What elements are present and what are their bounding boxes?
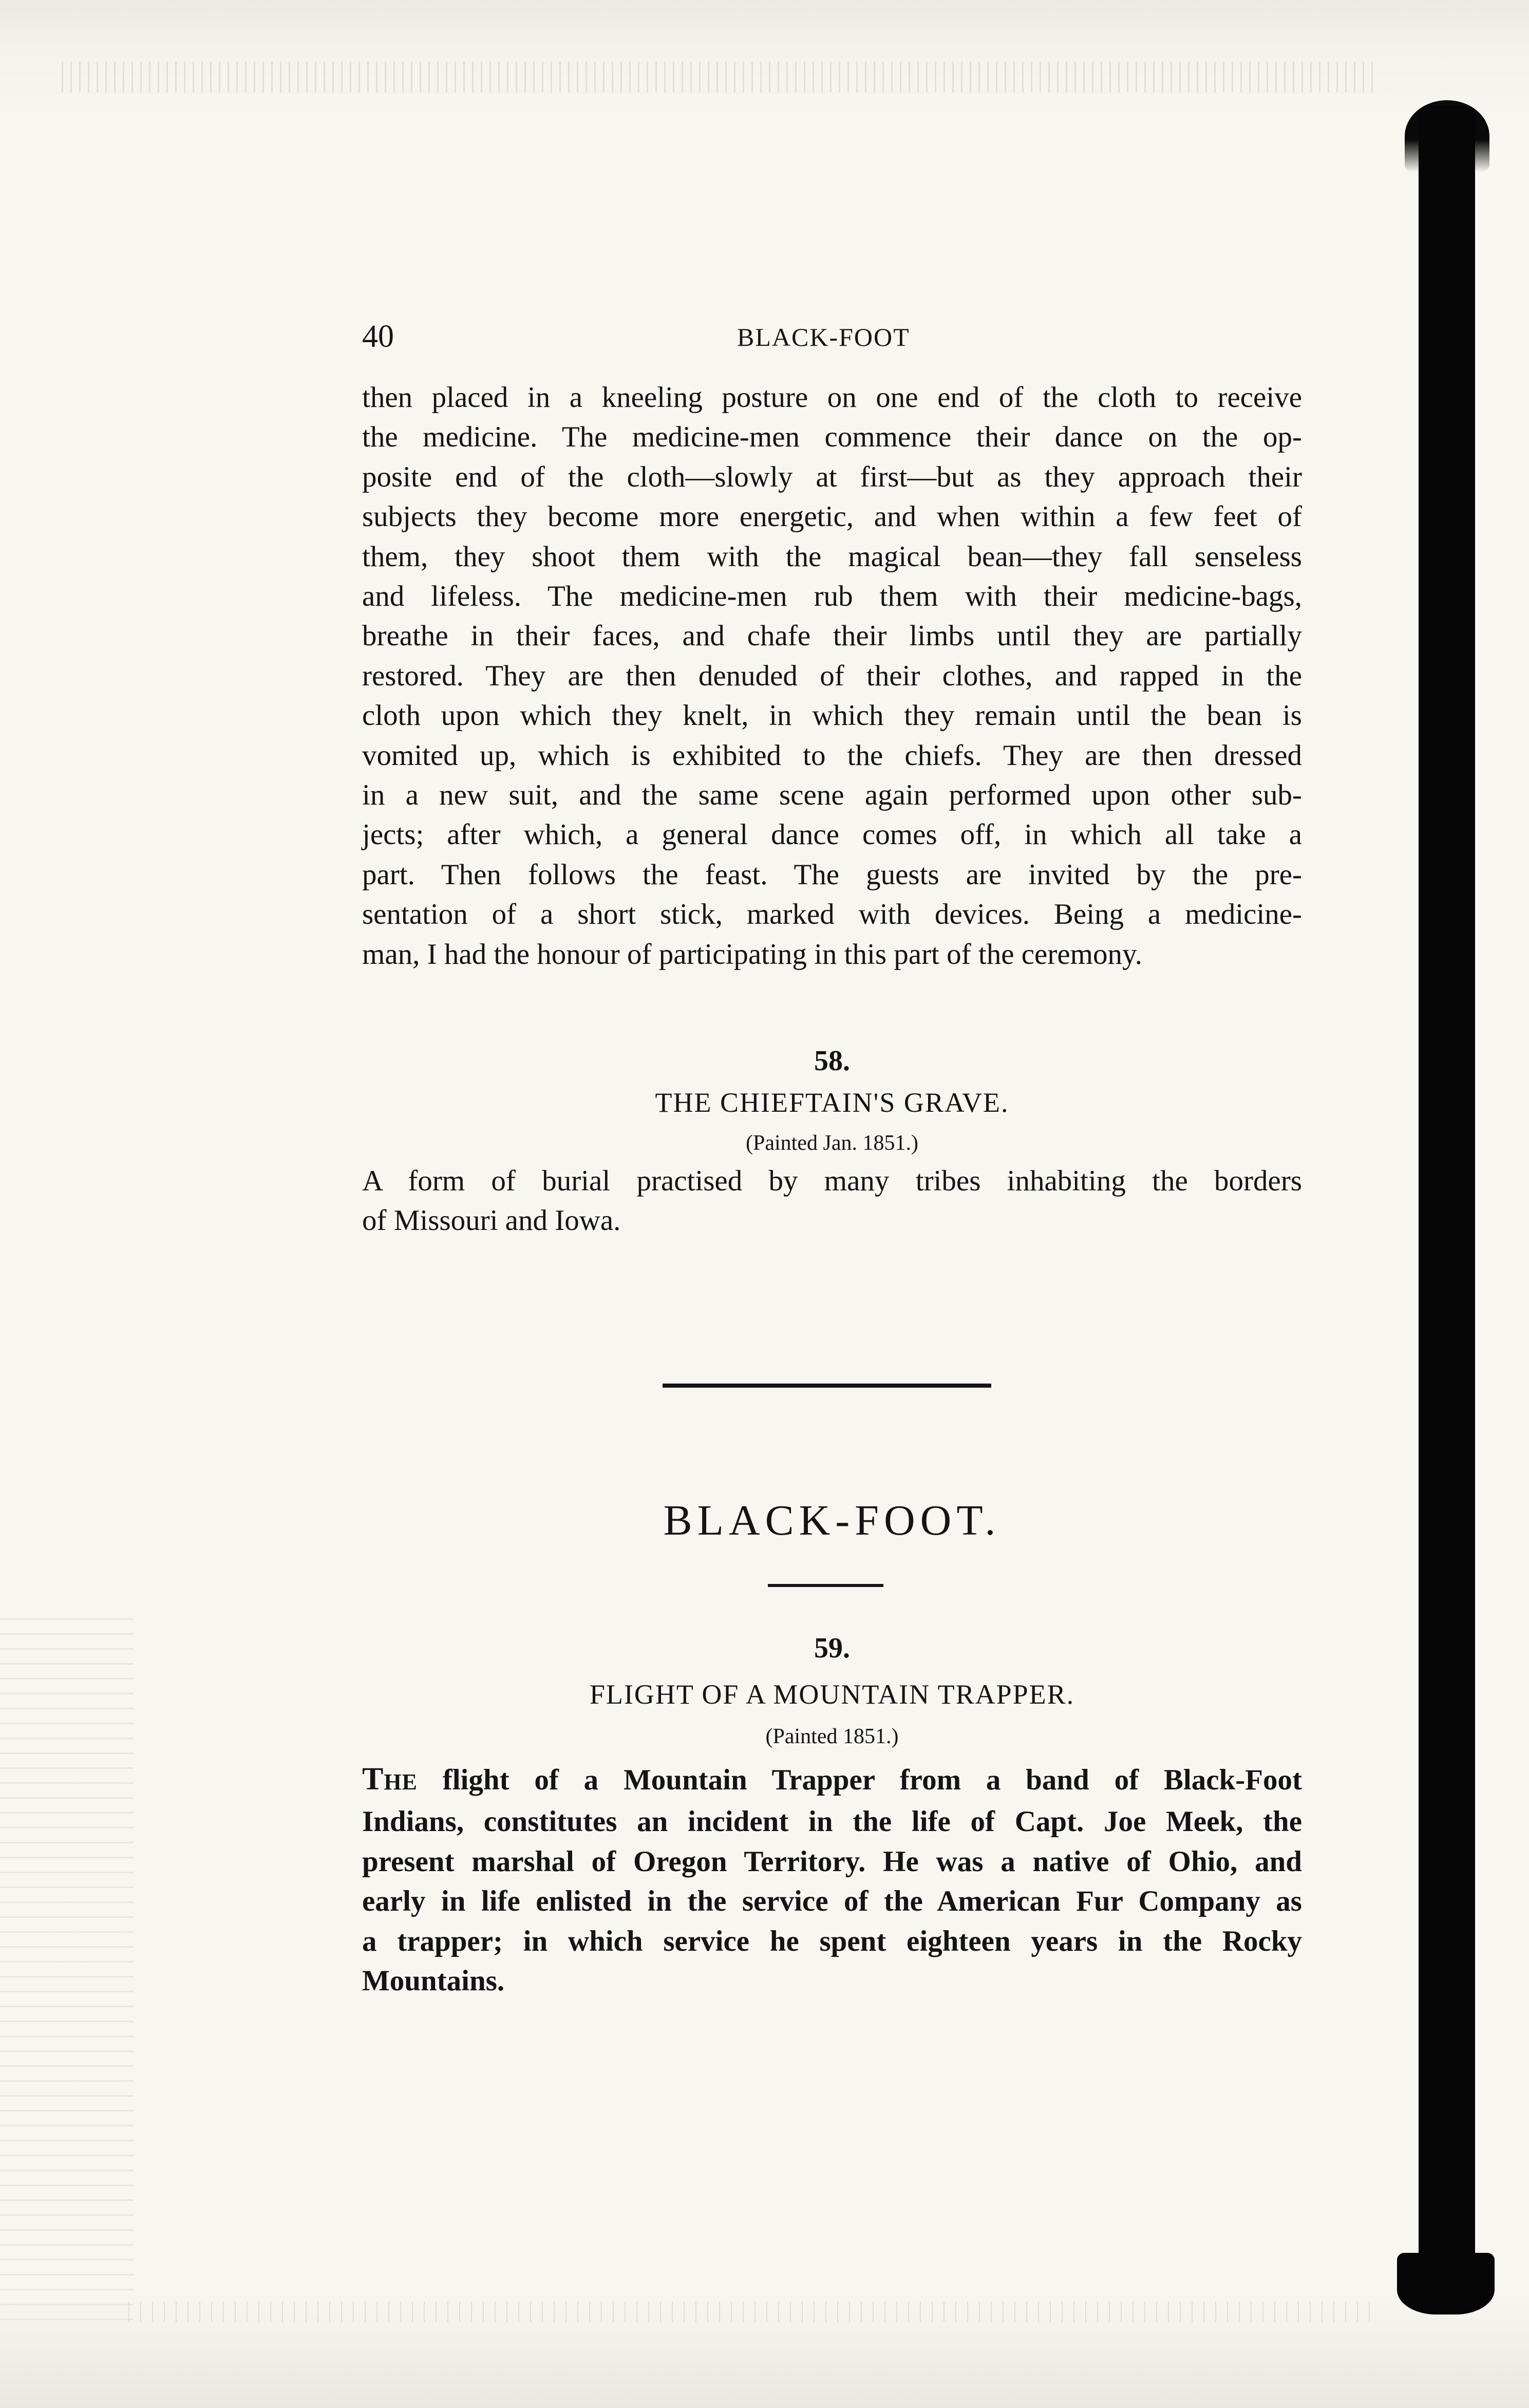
heading-rule (768, 1584, 883, 1587)
text-line: then placed in a kneeling posture on one end of the cloth to receive (362, 381, 1302, 414)
binding-gutter-foot (1397, 2253, 1495, 2314)
scan-noise-left (0, 1618, 134, 2327)
entry-date: (Painted Jan. 1851.) (746, 1131, 918, 1155)
text-line: jects; after which, a general dance comes off, in which all take a (362, 818, 1302, 851)
text-line: breathe in their faces, and chafe their limbs until they are partially (362, 620, 1302, 652)
text-line: posite end of the cloth—slowly at first—but as they approach their (362, 460, 1302, 493)
scan-noise-bottom (128, 2302, 1371, 2322)
entry-title: THE CHIEFTAIN'S GRAVE. (655, 1087, 1009, 1118)
text-line: them, they shoot them with the magical bean—they fall senseless (362, 540, 1302, 573)
text-line: present marshal of Oregon Territory. He was a native of Ohio, and (362, 1845, 1302, 1878)
scan-top-edge (0, 0, 1529, 118)
text-line: the medicine. The medicine-men commence their dance on the op- (362, 421, 1302, 454)
section-heading: BLACK-FOOT. (663, 1497, 1001, 1544)
text-line: THE flight of a Mountain Trapper from a band of Black-Foot (362, 1762, 1302, 1797)
entry-number: 59. (814, 1632, 850, 1664)
text-line: Mountains. (362, 1965, 505, 1998)
text-line: subjects they become more energetic, and when within a few feet of (362, 500, 1302, 533)
page-number: 40 (362, 319, 394, 354)
text-line: Indians, constitutes an incident in the life of Capt. Joe Meek, the (362, 1805, 1302, 1838)
text-line: cloth upon which they knelt, in which they remain until the bean is (362, 699, 1302, 732)
page-header (362, 316, 1338, 357)
text-line: in a new suit, and the same scene again performed upon other sub- (362, 779, 1302, 812)
running-head: BLACK-FOOT (737, 323, 910, 351)
entry-description (362, 1161, 1302, 1241)
lead-word: THE (362, 1762, 418, 1797)
entry-title: FLIGHT OF A MOUNTAIN TRAPPER. (589, 1679, 1075, 1710)
entry-number: 58. (814, 1045, 850, 1077)
entry-date: (Painted 1851.) (765, 1725, 899, 1748)
text-line: vomited up, which is exhibited to the chiefs. They are then dressed (362, 739, 1302, 772)
scan-noise-top (62, 62, 1376, 92)
text-line: of Missouri and Iowa. (362, 1204, 621, 1237)
text-line: restored. They are then denuded of their clothes, and rapped in the (362, 659, 1302, 692)
section-divider (663, 1384, 991, 1388)
binding-gutter-shadow (1419, 105, 1475, 2304)
continued-paragraph (362, 378, 1302, 974)
text-line: sentation of a short stick, marked with devices. Being a medicine- (362, 898, 1302, 931)
text-line: and lifeless. The medicine-men rub them with their medicine-bags, (362, 580, 1302, 613)
text-line: man, I had the honour of participating in this part of the ceremony. (362, 938, 1143, 970)
text-line: part. Then follows the feast. The guests are invited by the pre- (362, 858, 1302, 891)
entry-description (362, 1760, 1302, 2001)
text-line: A form of burial practised by many tribes inhabiting the borders (362, 1165, 1302, 1197)
text-line: a trapper; in which service he spent eighteen years in the Rocky (362, 1925, 1302, 1957)
text-line: early in life enlisted in the service of the American Fur Company as (362, 1885, 1302, 1918)
